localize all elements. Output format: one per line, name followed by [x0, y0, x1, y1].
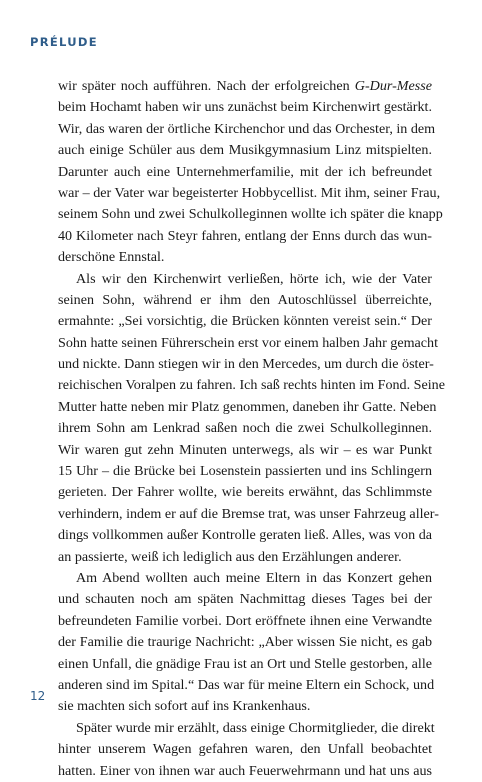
text-line: beim Hochamt haben wir uns zunächst beim Kirchenwirt gestärkt.: [58, 99, 432, 116]
text-line: befreundeten Familie vorbei. Dort eröffnete ihnen eine Verwandte: [58, 612, 432, 629]
text-line: seinen Sohn, während er ihm den Autoschlüssel überreichte,: [58, 291, 432, 308]
text-line: Am Abend wollten auch meine Eltern in das Konzert gehen: [76, 569, 432, 586]
text-line: hatten. Einer von ihnen war auch Feuerwehrmann und hat uns aus: [58, 762, 432, 779]
text-line: hinter unserem Wagen gefahren waren, den Unfall beobachtet: [58, 741, 432, 758]
text-line: der Familie die traurige Nachricht: „Aber wissen Sie nicht, es gab: [58, 634, 432, 651]
text-line: sie machten sich sofort auf ins Krankenhaus.: [58, 698, 311, 715]
text-line: Darunter auch eine Unternehmerfamilie, mit der ich befreundet: [58, 163, 432, 180]
paragraph: [58, 568, 435, 718]
text-line: gerieten. Der Fahrer wollte, wie bereits erwähnt, das Schlimmste: [58, 484, 432, 501]
text-line: 40 Kilometer nach Steyr fahren, entlang der Enns durch das wun-: [58, 227, 432, 244]
body-text: [58, 76, 445, 782]
text-line: Mutter hatte neben mir Platz genommen, daneben ihr Gatte. Neben: [58, 398, 437, 415]
text-line: derschöne Ennstal.: [58, 249, 165, 266]
work-title: G-Dur-Messe: [354, 78, 432, 94]
text-line: anderen sind im Spital.“ Das war für meine Eltern ein Schock, und: [58, 676, 435, 693]
text-line: einen Unfall, die gnädige Frau ist an Ort und Stelle gestorben, alle: [58, 655, 432, 672]
text-line: und nickte. Dann stiegen wir in den Mercedes, um durch die öster-: [58, 356, 434, 373]
text-line: Später wurde mir erzählt, dass einige Chormitglieder, die direkt: [76, 719, 435, 736]
text-line: Wir, das waren der örtliche Kirchenchor und das Orchester, in dem: [58, 120, 436, 137]
text-line: 15 Uhr – die Brücke bei Losenstein passierten und ins Schlingern: [58, 463, 432, 480]
text-line: ermahnte: „Sei vorsichtig, die Brücken könnten vereist sein.“ Der: [58, 313, 432, 330]
text-line: an passierte, weiß ich lediglich aus den Erzählungen anderer.: [58, 548, 402, 565]
text-line: dings vollkommen außer Kontrolle geraten ließ. Alles, was von da: [58, 527, 432, 544]
text-line: war – der Vater war begeisterter Hobbycellist. Mit ihm, seiner Frau,: [58, 184, 441, 201]
text-line: Sohn hatte seinen Führerschein erst vor einem halben Jahr gemacht: [58, 334, 439, 351]
paragraph: [58, 76, 443, 269]
text-line: Als wir den Kirchenwirt verließen, hörte ich, wie der Vater: [76, 270, 432, 287]
paragraph: [58, 269, 445, 568]
running-header: PRÉLUDE: [30, 35, 98, 49]
text-line: auch einige Schüler aus dem Musikgymnasium Linz mitspielten.: [58, 142, 432, 159]
text-line: verhindern, indem er auf die Bremse trat, was unser Fahrzeug aller-: [58, 505, 439, 522]
text-line: Wir waren gut zehn Minuten unterwegs, als wir – es war Punkt: [58, 441, 432, 458]
text-line: und schauten noch am späten Nachmittag dieses Tages bei der: [58, 591, 432, 608]
page-number: 12: [30, 689, 46, 703]
text-line: wir später noch aufführen. Nach der erfolgreichen G-Dur-Messe: [58, 78, 432, 94]
text-line: seinem Sohn und zwei Schulkolleginnen wollte ich später die knapp: [58, 206, 443, 223]
text-line: ihrem Sohn am Lenkrad saßen noch die zwei Schulkolleginnen.: [58, 420, 432, 437]
text-line: reichischen Voralpen zu fahren. Ich saß rechts hinten im Fond. Seine: [58, 377, 445, 394]
